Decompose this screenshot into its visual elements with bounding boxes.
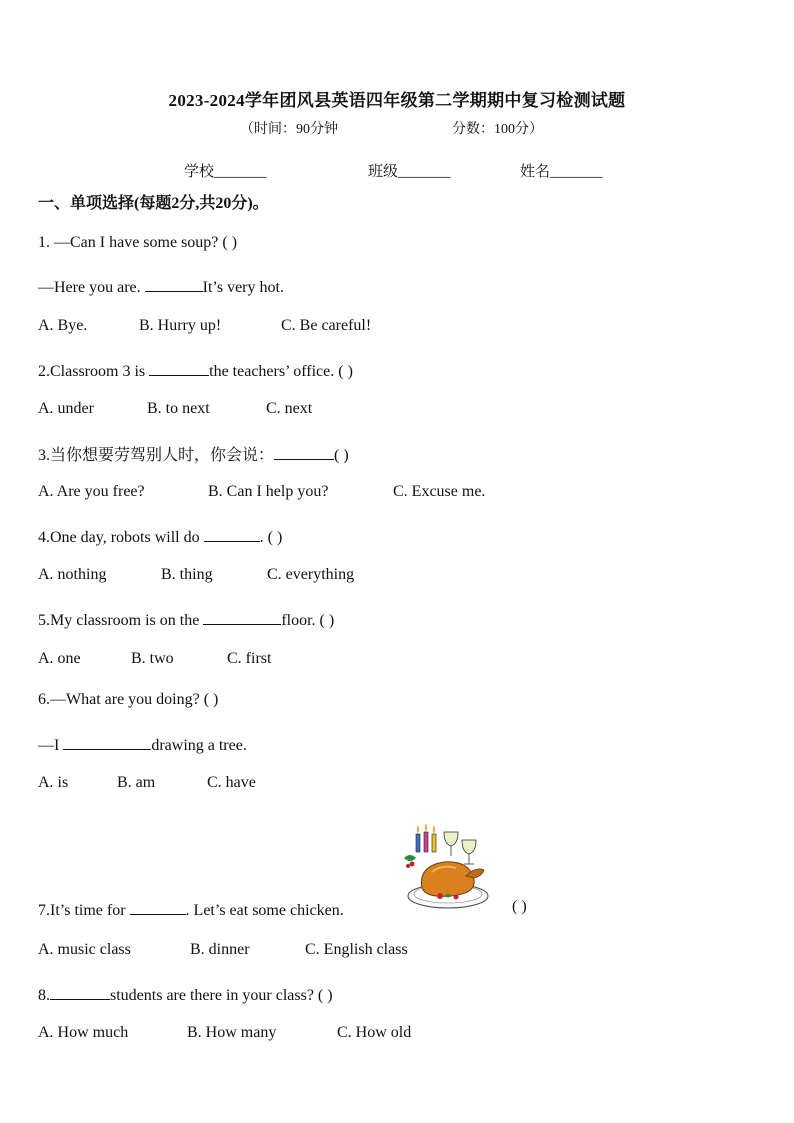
question-7-stem-start: 7.It’s time for: [38, 902, 130, 919]
exam-time: （时间：90分钟: [240, 122, 338, 137]
question-4-stem: [38, 525, 282, 547]
answer-blank: [204, 525, 260, 542]
question-8-stem: [38, 983, 333, 1005]
question-2-options: [38, 400, 312, 418]
option-a: A. How much: [38, 1024, 129, 1041]
question-3-stem: [38, 442, 349, 465]
exam-title: 2023-2024学年团风县英语四年级第二学期期中复习检测试题: [168, 91, 626, 110]
answer-blank: [203, 608, 281, 625]
holly-leaf-icon: [404, 855, 416, 868]
question-7-options: [38, 941, 408, 959]
question-1-options: [38, 317, 371, 335]
option-b: B. two: [131, 650, 174, 667]
option-c: C. English class: [305, 941, 408, 958]
option-c: C. everything: [267, 566, 355, 583]
question-5-options: [38, 650, 271, 668]
question-2-stem: [38, 359, 353, 381]
question-8-options: [38, 1024, 411, 1042]
question-6-stem: 6.—What are you doing? ( ): [38, 691, 219, 708]
answer-blank: [145, 275, 203, 292]
answer-blank: [63, 733, 151, 750]
answer-blank: [130, 898, 186, 915]
option-a: A. is: [38, 774, 69, 791]
question-1-dialog: [38, 275, 284, 297]
option-b: B. am: [117, 774, 156, 791]
option-a: A. Are you free?: [38, 483, 145, 500]
option-a: A. under: [38, 400, 94, 417]
answer-blank: [274, 443, 334, 460]
question-3-options: [38, 483, 485, 501]
question-3-stem-start: 3.当你想要劳驾别人时，你会说：: [38, 447, 275, 464]
question-4-stem-end: . ( ): [259, 529, 283, 546]
question-6-dialog-start: —I: [38, 737, 64, 754]
question-8-stem-start: 8.: [38, 987, 50, 1004]
option-b: B. How many: [187, 1024, 277, 1041]
question-5-stem: [38, 608, 334, 630]
answer-blank: [50, 983, 110, 1000]
question-8-stem-end: students are there in your class? ( ): [110, 987, 333, 1004]
option-a: A. music class: [38, 941, 131, 958]
question-7-answer-paren: ( ): [512, 898, 527, 915]
question-1-dialog-end: It’s very hot.: [202, 279, 284, 296]
option-b: B. Hurry up!: [139, 317, 222, 334]
question-6-dialog-end: drawing a tree.: [151, 737, 247, 754]
question-7-stem: [38, 898, 344, 920]
question-6-options: [38, 774, 256, 792]
answer-blank: [149, 359, 209, 376]
question-3-stem-end: ( ): [334, 447, 349, 464]
section-heading: 一、单项选择(每题2分,共20分)。: [38, 195, 269, 212]
option-a: A. one: [38, 650, 81, 667]
question-2-stem-end: the teachers’ office. ( ): [209, 363, 353, 380]
option-c: C. Be careful!: [281, 317, 372, 334]
name-field: 姓名_______: [520, 164, 603, 180]
wine-glass-icon: [444, 832, 476, 864]
option-b: B. dinner: [190, 941, 250, 958]
option-c: C. have: [207, 774, 256, 791]
class-field: 班级_______: [368, 164, 451, 180]
question-7-stem-end: . Let’s eat some chicken.: [185, 902, 344, 919]
option-c: C. How old: [337, 1024, 412, 1041]
question-1-dialog-start: —Here you are.: [38, 279, 145, 296]
option-c: C. next: [266, 400, 313, 417]
roast-chicken-dinner-illustration: [396, 820, 496, 912]
question-1-stem: 1. —Can I have some soup? ( ): [38, 234, 238, 251]
question-2-stem-start: 2.Classroom 3 is: [38, 363, 150, 380]
option-c: C. first: [227, 650, 272, 667]
question-6-dialog: [38, 733, 247, 755]
question-4-stem-start: 4.One day, robots will do: [38, 529, 204, 546]
option-a: A. Bye.: [38, 317, 88, 334]
exam-score: 分数：100分）: [452, 122, 543, 137]
school-field: 学校_______: [184, 164, 267, 180]
question-4-options: [38, 566, 354, 584]
option-b: B. to next: [147, 400, 210, 417]
question-5-stem-end: floor. ( ): [281, 612, 335, 629]
option-a: A. nothing: [38, 566, 107, 583]
question-5-stem-start: 5.My classroom is on the: [38, 612, 204, 629]
option-b: B. thing: [161, 566, 213, 583]
option-b: B. Can I help you?: [208, 483, 329, 500]
candle-icon: [416, 823, 436, 852]
option-c: C. Excuse me.: [393, 483, 486, 500]
